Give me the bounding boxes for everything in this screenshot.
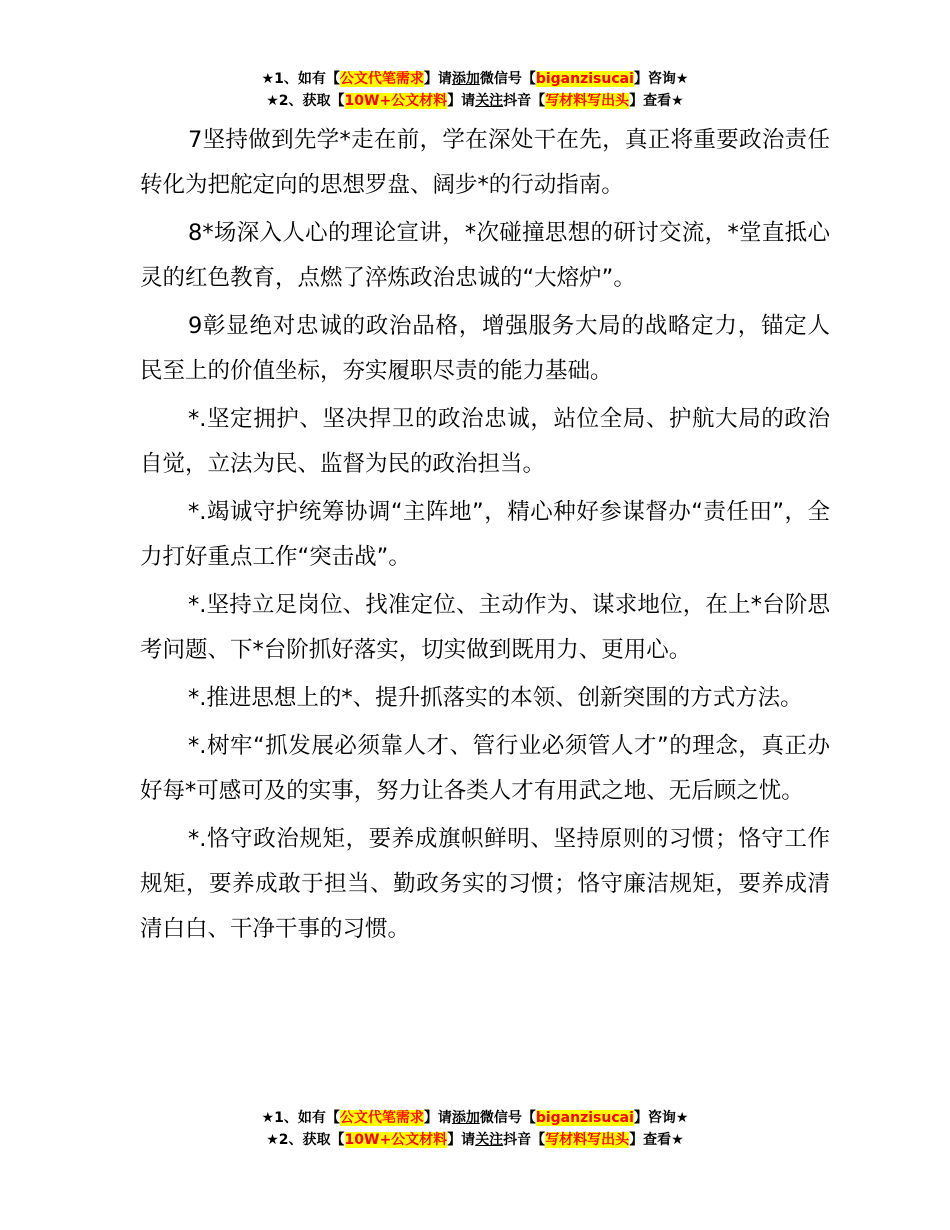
promo-text: 抖音【 <box>503 93 546 109</box>
paragraph: *.推进思想上的*、提升抓落实的本领、创新突围的方式方法。 <box>188 685 803 711</box>
promo-highlight: 10W+公文材料 <box>344 93 448 109</box>
paragraph: *.坚持立足岗位、找准定位、主动作为、谋求地位，在上*台阶思考问题、下*台阶抓好落实，切实做到既用力、更用心。 <box>140 592 830 663</box>
promo-text: 】请 <box>423 1110 452 1126</box>
promo-line-2 <box>0 1129 950 1151</box>
promo-text: 】咨询★ <box>633 1110 689 1126</box>
promo-text: 微信号【 <box>479 71 536 87</box>
promo-highlight: 写材料写出头 <box>545 93 630 109</box>
promo-underlined: 关注 <box>475 93 504 109</box>
promo-text: 】查看★ <box>629 93 684 109</box>
promo-text: ★1、如有【 <box>261 1110 340 1126</box>
promo-text: 抖音【 <box>503 1132 546 1148</box>
promo-highlight: 公文代笔需求 <box>339 1110 424 1126</box>
promo-text: 微信号【 <box>479 1110 536 1126</box>
paragraph: *.坚定拥护、坚决捍卫的政治忠诚，站位全局、护航大局的政治自觉，立法为民、监督为民的政治担当。 <box>140 406 830 477</box>
promo-highlight: 写材料写出头 <box>545 1132 630 1148</box>
promo-text: ★1、如有【 <box>261 71 340 87</box>
paragraph: *.恪守政治规矩，要养成旗帜鲜明、坚持原则的习惯；恪守工作规矩，要养成敢于担当、勤政务实的习惯；恪守廉洁规矩，要养成清清白白、干净干事的习惯。 <box>140 826 830 942</box>
promo-underlined: 添加 <box>451 1110 480 1126</box>
promo-highlight: biganzisucai <box>535 1110 634 1126</box>
paragraph: 9彰显绝对忠诚的政治品格，增强服务大局的战略定力，锚定人民至上的价值坐标，夯实履职尽责的能力基础。 <box>140 313 830 384</box>
paragraph: *.竭诚守护统筹协调“主阵地”，精心种好参谋督办“责任田”，全力打好重点工作“突击战”。 <box>140 499 830 570</box>
promo-text: 】咨询★ <box>633 71 689 87</box>
promo-highlight: 公文代笔需求 <box>339 71 424 87</box>
promo-text: 】请 <box>447 93 476 109</box>
promo-underlined: 关注 <box>475 1132 504 1148</box>
promo-line-2 <box>0 90 950 112</box>
paragraph: 8*场深入人心的理论宣讲，*次碰撞思想的研讨交流，*堂直抵心灵的红色教育，点燃了淬炼政治忠诚的“大熔炉”。 <box>140 220 830 291</box>
paragraph: 7坚持做到先学*走在前，学在深处干在先，真正将重要政治责任转化为把舵定向的思想罗盘、阔步*的行动指南。 <box>140 127 830 198</box>
promo-text: 】请 <box>447 1132 476 1148</box>
promo-highlight: 10W+公文材料 <box>344 1132 448 1148</box>
promo-text: ★2、获取【 <box>266 1132 345 1148</box>
promo-text: ★2、获取【 <box>266 93 345 109</box>
promo-highlight: biganzisucai <box>535 71 634 87</box>
top-promo-banner <box>0 68 950 112</box>
promo-text: 】请 <box>423 71 452 87</box>
paragraph: *.树牢“抓发展必须靠人才、管行业必须管人才”的理念，真正办好每*可感可及的实事，努力让各类人才有用武之地、无后顾之忧。 <box>140 733 830 804</box>
bottom-promo-banner <box>0 1107 950 1151</box>
promo-text: 】查看★ <box>629 1132 684 1148</box>
promo-underlined: 添加 <box>451 71 480 87</box>
promo-line-1 <box>0 1107 950 1129</box>
promo-line-1 <box>0 68 950 90</box>
document-body <box>140 118 830 955</box>
